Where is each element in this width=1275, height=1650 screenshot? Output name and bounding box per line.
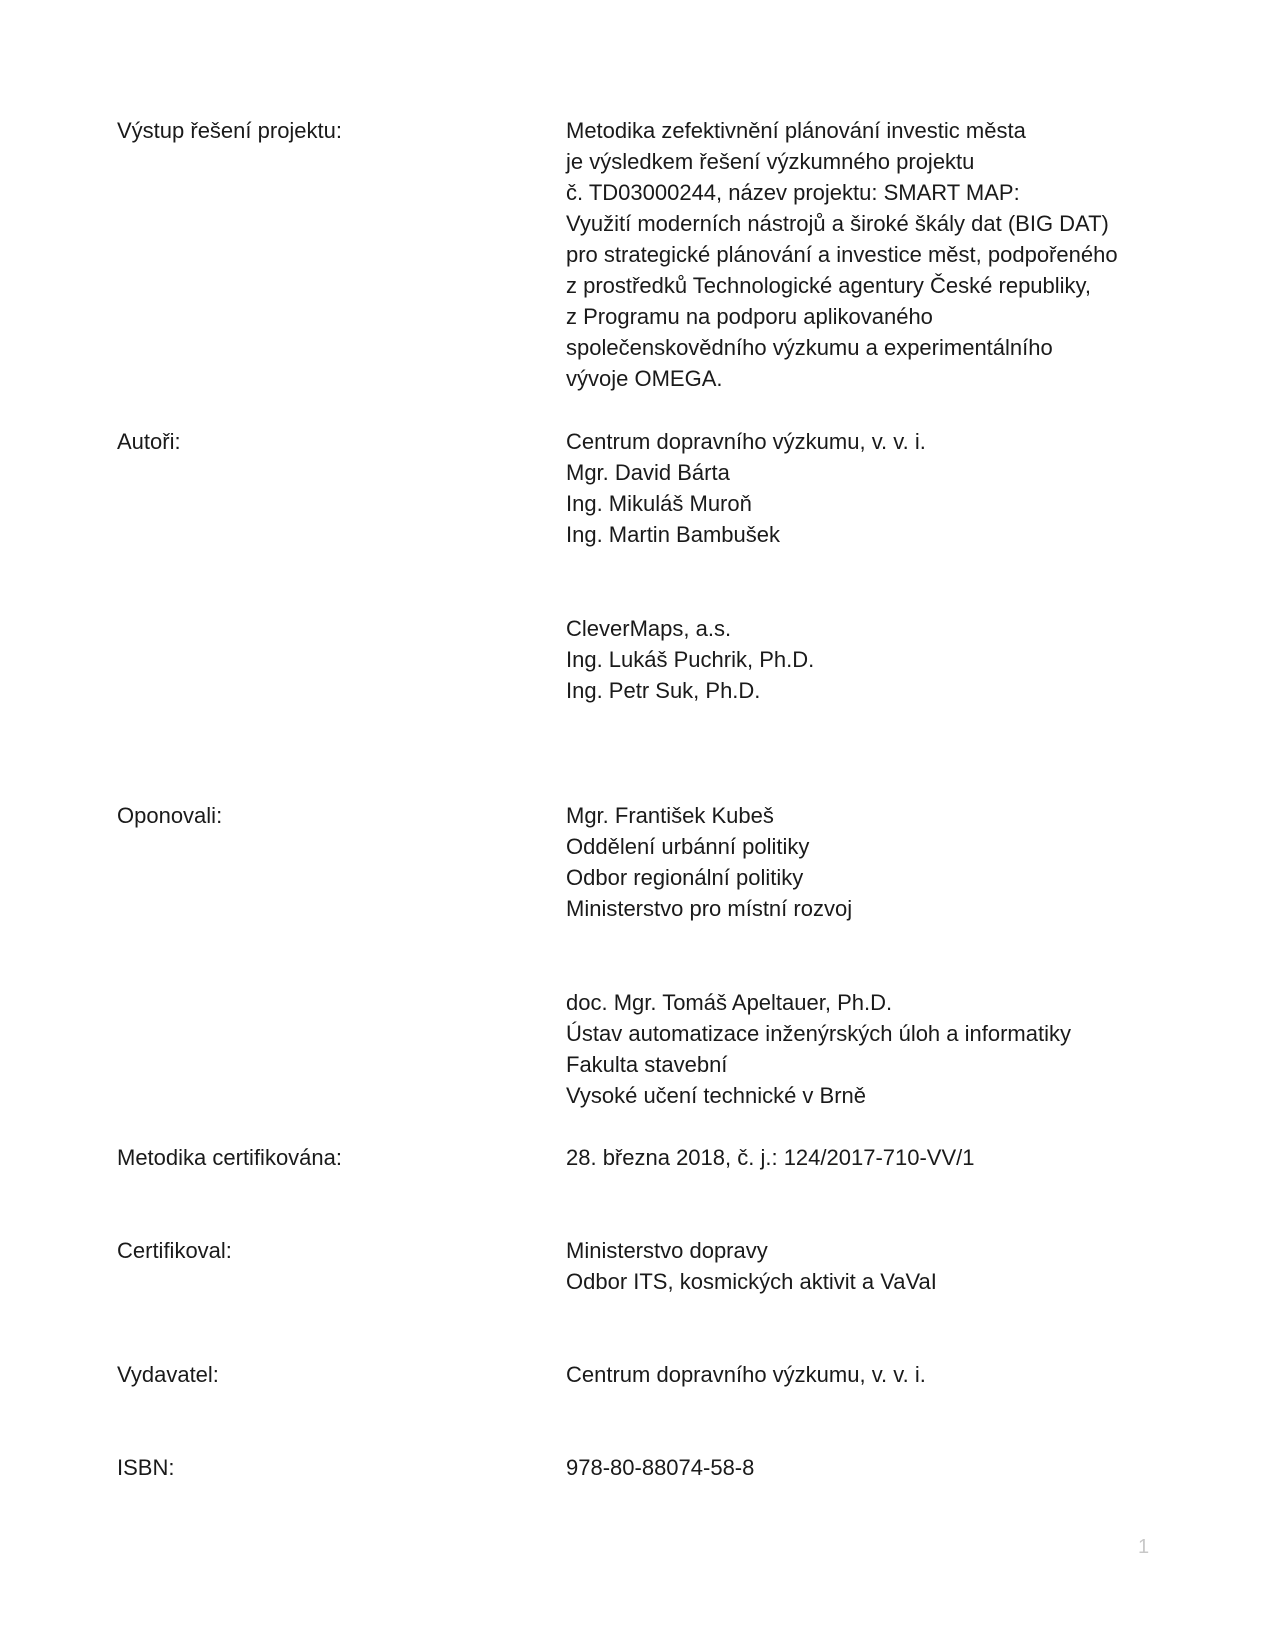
text-line: doc. Mgr. Tomáš Apeltauer, Ph.D. [566,990,893,1015]
page-number: 1 [1138,1536,1150,1558]
text-line: Ing. Petr Suk, Ph.D. [566,678,761,703]
label-certified-date: Metodika certifikována: [117,1145,342,1170]
text-line: č. TD03000244, název projektu: SMART MAP: [566,180,1020,205]
text-line: z Programu na podporu aplikovaného [566,304,933,329]
text-line: Odbor ITS, kosmických aktivit a VaVaI [566,1269,937,1294]
label-project-output: Výstup řešení projektu: [117,118,343,143]
text-line: Mgr. David Bárta [566,460,730,485]
label-publisher: Vydavatel: [117,1362,219,1387]
text-line: Metodika zefektivnění plánování investic města [566,118,1026,143]
label-reviewers: Oponovali: [117,803,223,828]
value-publisher [566,1359,1186,1390]
text-line: Ministerstvo pro místní rozvoj [566,896,853,921]
text-line: Centrum dopravního výzkumu, v. v. i. [566,429,926,454]
label-certified-by: Certifikoval: [117,1238,232,1263]
label-authors: Autoři: [117,429,181,454]
text-line: z prostředků Technologické agentury České republiky, [566,273,1092,298]
text-line: je výsledkem řešení výzkumného projektu [566,149,975,174]
text-line: Ing. Lukáš Puchrik, Ph.D. [566,647,815,672]
text-line: Mgr. František Kubeš [566,803,774,828]
text-line: CleverMaps, a.s. [566,616,732,641]
text-line: pro strategické plánování a investice měst, podpořeného [566,242,1118,267]
value-reviewers-group-2 [566,987,1186,1111]
text-line: Fakulta stavební [566,1052,728,1077]
value-project-output [566,115,1186,394]
text-line: Oddělení urbánní politiky [566,834,810,859]
text-line: Ministerstvo dopravy [566,1238,768,1263]
value-isbn [566,1452,1186,1483]
text-line: Ústav automatizace inženýrských úloh a informatiky [566,1021,1071,1046]
text-line: Ing. Martin Bambušek [566,522,780,547]
text-line: Ing. Mikuláš Muroň [566,491,752,516]
text-line: Využití moderních nástrojů a široké škály dat (BIG DAT) [566,211,1109,236]
text-line: Vysoké učení technické v Brně [566,1083,867,1108]
text-line: 28. března 2018, č. j.: 124/2017-710-VV/1 [566,1145,975,1170]
text-line: 978-80-88074-58-8 [566,1455,755,1480]
text-line: vývoje OMEGA. [566,366,723,391]
value-reviewers-group-1 [566,800,1186,924]
text-line: Odbor regionální politiky [566,865,804,890]
text-line: Centrum dopravního výzkumu, v. v. i. [566,1362,926,1387]
value-authors-group-1 [566,426,1186,550]
value-certified-by [566,1235,1186,1297]
text-line: společenskovědního výzkumu a experimentálního [566,335,1053,360]
value-certified-date [566,1142,1186,1173]
label-isbn: ISBN: [117,1455,175,1480]
value-authors-group-2 [566,613,1186,706]
